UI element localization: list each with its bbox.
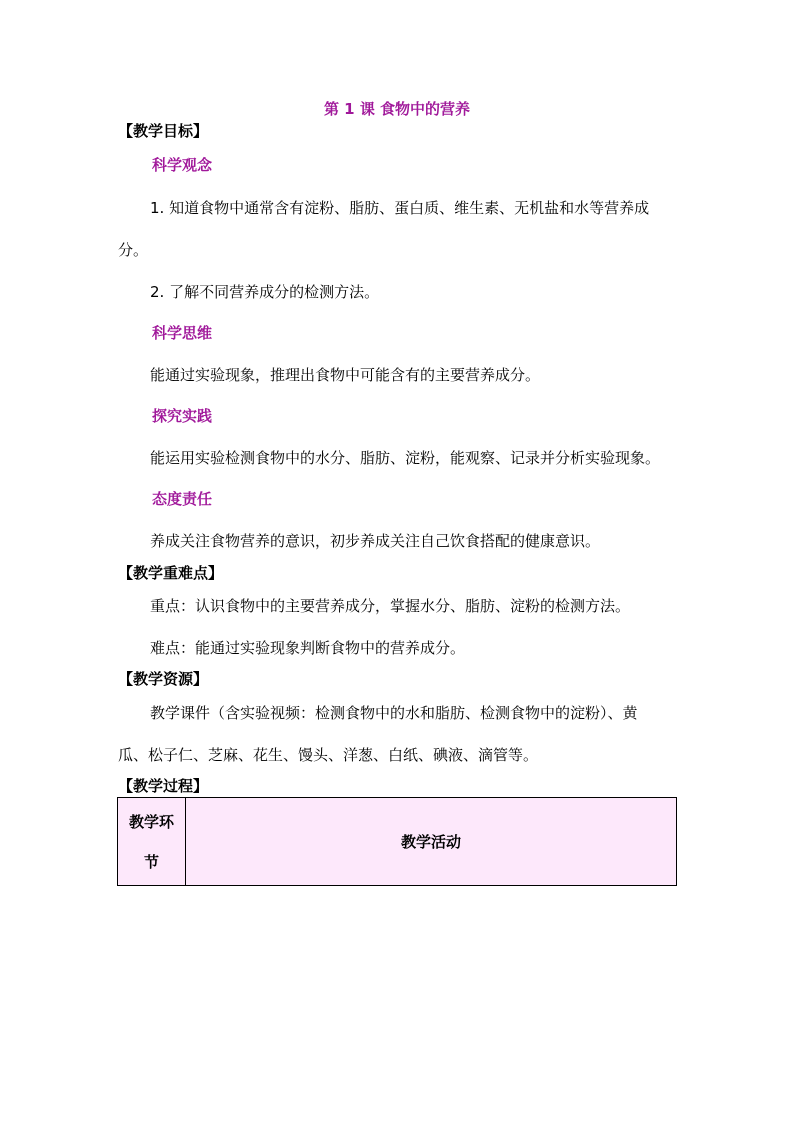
key-point-text: 重点：认识食物中的主要营养成分，掌握水分、脂肪、淀粉的检测方法。: [150, 597, 631, 615]
thinking-label: 科学思维: [152, 324, 213, 342]
page-title: 第 1 课 食物中的营养: [323, 100, 471, 118]
stage-header-line2: 节: [143, 852, 159, 871]
goals-heading: 【教学目标】: [118, 122, 209, 140]
thinking-text: 能通过实验现象，推理出食物中可能含有的主要营养成分。: [150, 366, 541, 384]
practice-text: 能运用实验检测食物中的水分、脂肪、淀粉，能观察、记录并分析实验现象。: [150, 449, 661, 467]
stage-header-line1: 教学环: [128, 812, 174, 831]
attitude-label: 态度责任: [152, 490, 213, 508]
concept-item1-line2: 分。: [118, 241, 149, 259]
table-header-row: [118, 798, 677, 886]
resources-line2: 瓜、松子仁、芝麻、花生、馒头、洋葱、白纸、碘液、滴管等。: [118, 746, 539, 764]
concept-item1-line1: 1. 知道食物中通常含有淀粉、脂肪、蛋白质、维生素、无机盐和水等营养成: [150, 199, 650, 217]
difficult-point-text: 难点：能通过实验现象判断食物中的营养成分。: [150, 639, 466, 657]
concept-item2: 2. 了解不同营养成分的检测方法。: [150, 283, 380, 301]
concept-label: 科学观念: [152, 156, 213, 174]
resources-line1: 教学课件（含实验视频：检测食物中的水和脂肪、检测食物中的淀粉）、黄: [150, 704, 638, 722]
process-table: [117, 797, 677, 886]
activity-header-cell: 教学活动: [186, 798, 677, 886]
resources-heading: 【教学资源】: [118, 670, 209, 688]
attitude-text: 养成关注食物营养的意识，初步养成关注自己饮食搭配的健康意识。: [150, 532, 601, 550]
practice-label: 探究实践: [152, 407, 213, 425]
key-points-heading: 【教学重难点】: [118, 564, 224, 582]
stage-header-cell: [118, 798, 186, 886]
process-heading: 【教学过程】: [118, 777, 209, 795]
